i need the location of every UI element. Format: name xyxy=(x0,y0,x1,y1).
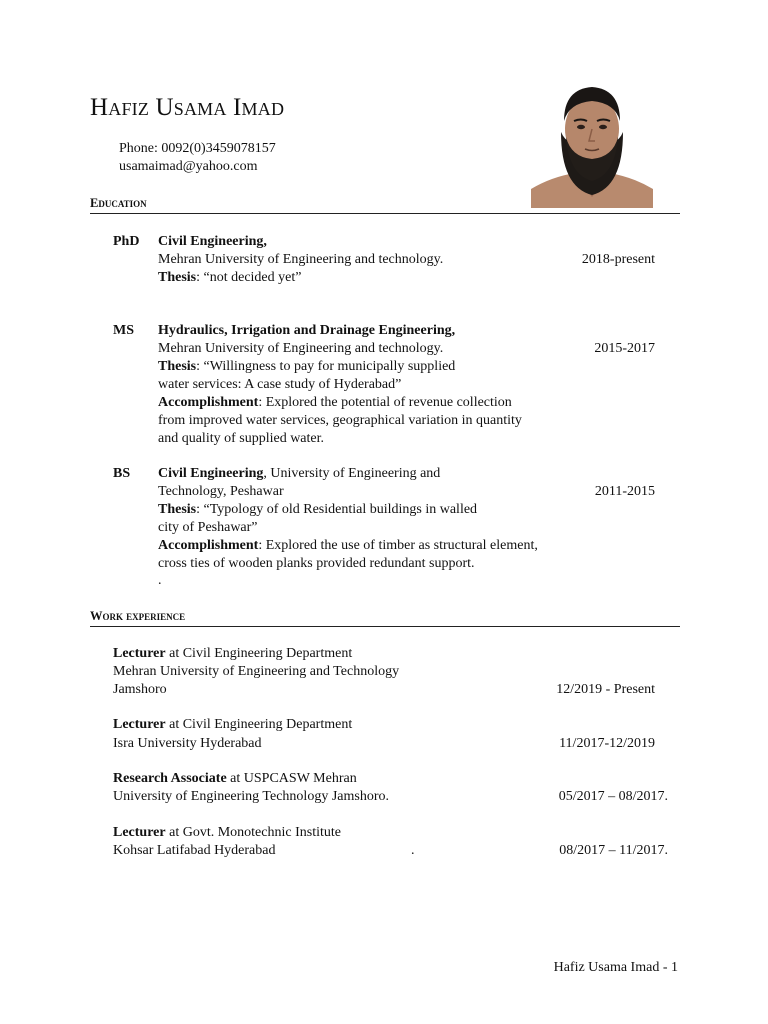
phone-line: Phone: 0092(0)3459078157 xyxy=(119,141,276,156)
bs-trailing-dot: . xyxy=(158,573,162,588)
ms-accomplishment-cont-2: and quality of supplied water. xyxy=(158,431,325,446)
bs-thesis-cont: city of Peshawar” xyxy=(158,520,258,535)
email-line: usamaimad@yahoo.com xyxy=(119,159,258,174)
page-footer: Hafiz Usama Imad - 1 xyxy=(553,960,678,975)
work-org-4-dot: . xyxy=(411,843,415,858)
work-org-3: University of Engineering Technology Jamshoro. xyxy=(113,789,389,804)
ms-accomplishment: Accomplishment: Explored the potential of revenue collection xyxy=(158,395,512,410)
work-org-1: Mehran University of Engineering and Technology xyxy=(113,664,400,679)
work-location-1: Jamshoro xyxy=(113,682,167,697)
work-dates-1: 12/2019 - Present xyxy=(556,682,655,697)
bs-university: Technology, Peshawar xyxy=(158,484,284,499)
work-role-3: Research Associate at USPCASW Mehran xyxy=(113,771,357,786)
education-divider xyxy=(90,213,680,214)
ms-dates: 2015-2017 xyxy=(594,341,655,356)
phd-university: Mehran University of Engineering and technology. xyxy=(158,252,444,267)
work-role-4: Lecturer at Govt. Monotechnic Institute xyxy=(113,825,341,840)
phd-thesis: Thesis: “not decided yet” xyxy=(158,270,302,285)
ms-thesis-cont: water services: A case study of Hyderabad” xyxy=(158,377,402,392)
work-role-1: Lecturer at Civil Engineering Department xyxy=(113,646,353,661)
work-role-2: Lecturer at Civil Engineering Department xyxy=(113,717,353,732)
resume-name: Hafiz Usama Imad xyxy=(90,94,285,121)
phd-field: Civil Engineering, xyxy=(158,234,267,249)
work-dates-4: 08/2017 – 11/2017. xyxy=(559,843,668,858)
ms-university: Mehran University of Engineering and technology. xyxy=(158,341,444,356)
phd-dates: 2018-present xyxy=(581,252,655,267)
degree-ms: MS xyxy=(113,323,134,338)
bs-accomplishment: Accomplishment: Explored the use of timber as structural element, xyxy=(158,538,538,553)
work-dates-3: 05/2017 – 08/2017. xyxy=(558,789,668,804)
work-org-4: Kohsar Latifabad Hyderabad xyxy=(113,843,276,858)
degree-bs: BS xyxy=(113,466,131,481)
work-dates-2: 11/2017-12/2019 xyxy=(559,736,655,751)
degree-phd: PhD xyxy=(113,234,140,249)
work-divider xyxy=(90,626,680,627)
work-heading: Work experience xyxy=(90,609,186,623)
bs-field: Civil Engineering, University of Engineering and xyxy=(158,466,441,481)
work-org-2: Isra University Hyderabad xyxy=(113,736,262,751)
ms-thesis: Thesis: “Willingness to pay for municipally supplied xyxy=(158,359,456,374)
education-heading: Education xyxy=(90,196,147,210)
bs-dates: 2011-2015 xyxy=(594,484,655,499)
profile-photo xyxy=(531,77,653,208)
bs-thesis: Thesis: “Typology of old Residential buildings in walled xyxy=(158,502,478,517)
ms-field: Hydraulics, Irrigation and Drainage Engineering, xyxy=(158,323,456,338)
ms-accomplishment-cont-1: from improved water services, geographical variation in quantity xyxy=(158,413,522,428)
bs-accomplishment-cont: cross ties of wooden planks provided redundant support. xyxy=(158,556,475,571)
